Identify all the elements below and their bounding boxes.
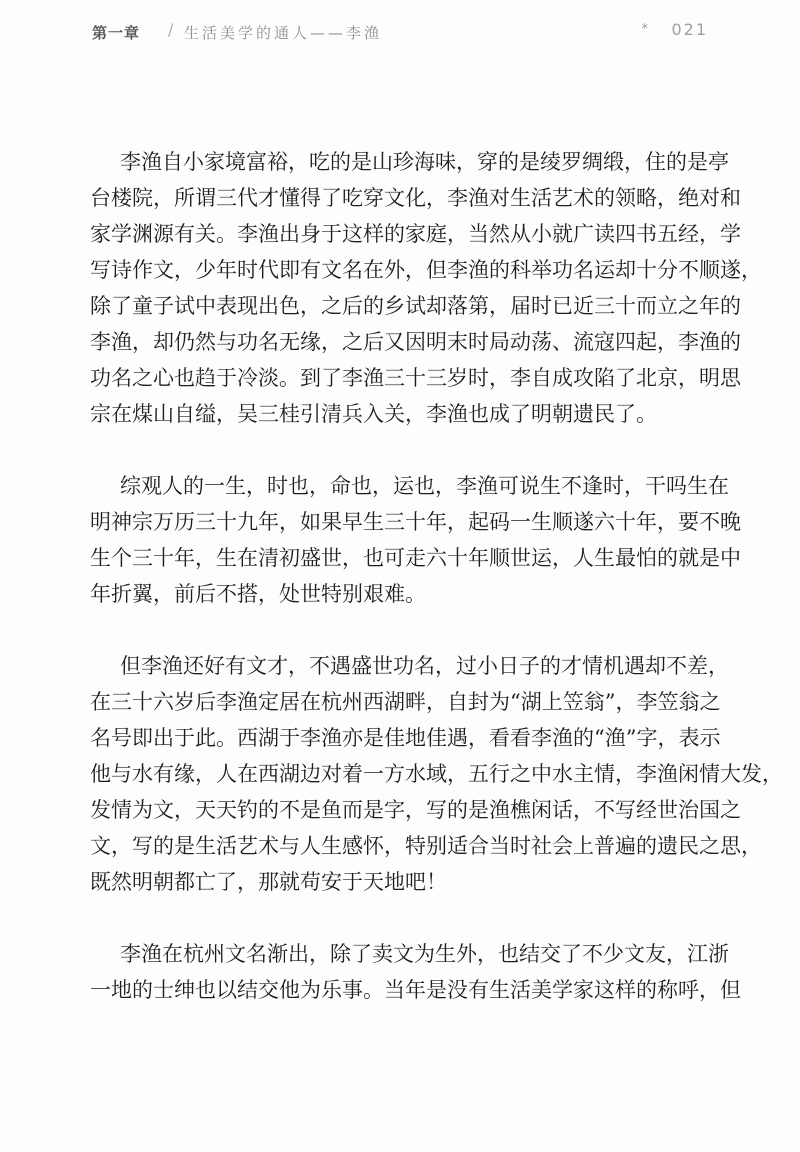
running-header xyxy=(92,16,708,42)
body-text xyxy=(90,144,783,1008)
paragraph-gap xyxy=(90,900,716,936)
text-line: 家学渊源有关。李渔出身于这样的家庭，当然从小就广读四书五经，学 xyxy=(90,222,741,246)
text-line: 明神宗万历三十九年，如果早生三十年，起码一生顺遂六十年，要不晚 xyxy=(90,510,741,534)
paragraph-gap xyxy=(90,612,716,648)
text-line: 台楼院，所谓三代才懂得了吃穿文化，李渔对生活艺术的领略，绝对和 xyxy=(90,186,741,210)
text-line: 文，写的是生活艺术与人生感怀，特别适合当时社会上普遍的遗民之思， xyxy=(90,834,762,858)
paragraph-2 xyxy=(90,468,741,612)
page-number: 021 xyxy=(671,20,708,39)
text-line: 但李渔还好有文才，不遇盛世功名，过小日子的才情机遇却不差， xyxy=(120,654,729,678)
text-line: 综观人的一生，时也，命也，运也，李渔可说生不逢时，干吗生在 xyxy=(120,474,729,498)
text-line: 功名之心也趋于冷淡。到了李渔三十三岁时，李自成攻陷了北京，明思 xyxy=(90,366,741,390)
paragraph-1 xyxy=(90,144,762,432)
paragraph-3 xyxy=(90,648,783,900)
text-line: 除了童子试中表现出色，之后的乡试却落第，届时已近三十而立之年的 xyxy=(90,294,741,318)
header-separator: / xyxy=(168,20,174,39)
text-line: 一地的士绅也以结交他为乐事。当年是没有生活美学家这样的称呼，但 xyxy=(90,978,741,1002)
chapter-label: 第一章 xyxy=(92,24,141,42)
text-line: 生个三十年，生在清初盛世，也可走六十年顺世运，人生最怕的就是中 xyxy=(90,546,741,570)
text-line: 宗在煤山自缢，吴三桂引清兵入关，李渔也成了明朝遗民了。 xyxy=(90,402,657,426)
text-line: 在三十六岁后李渔定居在杭州西湖畔，自封为“湖上笠翁”，李笠翁之 xyxy=(90,690,721,714)
text-line: 发情为文，天天钓的不是鱼而是字，写的是渔樵闲话，不写经世治国之 xyxy=(90,798,741,822)
text-line: 李渔自小家境富裕，吃的是山珍海味，穿的是绫罗绸缎，住的是亭 xyxy=(120,150,729,174)
text-line: 写诗作文，少年时代即有文名在外，但李渔的科举功名运却十分不顺遂， xyxy=(90,258,762,282)
paragraph-4 xyxy=(90,936,741,1008)
text-line: 既然明朝都亡了，那就苟安于天地吧！ xyxy=(90,870,447,894)
text-line: 李渔在杭州文名渐出，除了卖文为生外，也结交了不少文友，江浙 xyxy=(120,942,729,966)
paragraph-gap xyxy=(90,432,716,468)
text-line: 他与水有缘，人在西湖边对着一方水域，五行之中水主情，李渔闲情大发， xyxy=(90,762,783,786)
chapter-title: 生活美学的通人——李渔 xyxy=(184,24,383,42)
header-mark: * xyxy=(641,22,648,37)
text-line: 年折翼，前后不搭，处世特别艰难。 xyxy=(90,582,426,606)
text-line: 名号即出于此。西湖于李渔亦是佳地佳遇，看看李渔的“渔”字，表示 xyxy=(90,726,721,750)
text-line: 李渔，却仍然与功名无缘，之后又因明末时局动荡、流寇四起，李渔的 xyxy=(90,330,741,354)
